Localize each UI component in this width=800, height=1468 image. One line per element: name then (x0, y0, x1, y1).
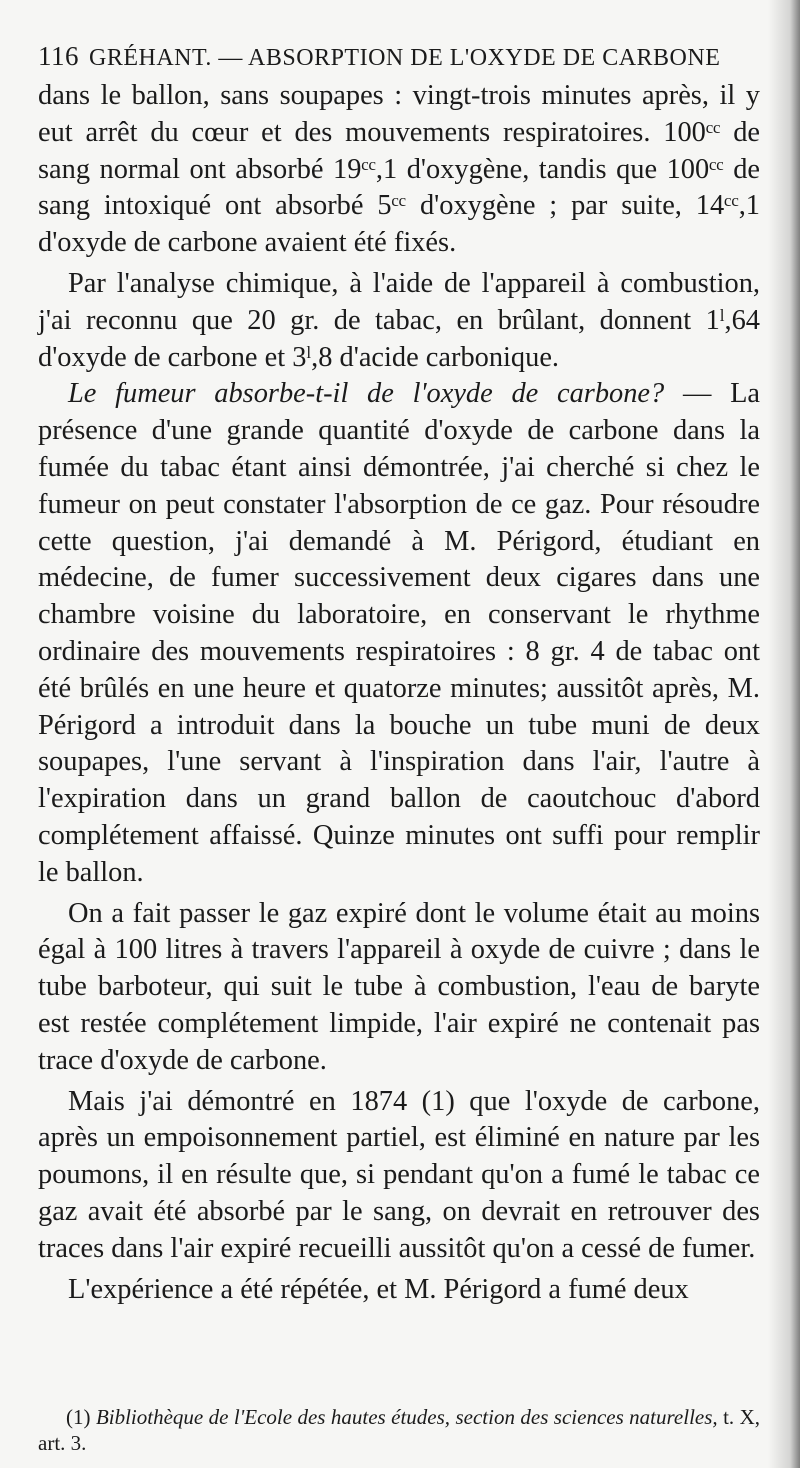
footnote-marker: (1) (66, 1405, 91, 1429)
paragraph (38, 376, 760, 891)
running-header (38, 34, 760, 78)
page-number: 116 (38, 41, 79, 71)
paragraph: dans le ballon, sans soupapes : vingt-trois minutes après, il y eut arrêt du cœur et des mouvements respiratoires. 100ᶜᶜ de sang normal ont absorbé 19ᶜᶜ,1 d'oxygène, tandis que 100ᶜᶜ de sang intoxiqué ont absorbé 5ᶜᶜ d'oxygène ; par suite, 14ᶜᶜ,1 d'oxyde de carbone avaient été fixés. (38, 80, 760, 259)
section-heading-italic: Le fumeur absorbe-t-il de l'oxyde de carbone? (68, 378, 665, 410)
body-text (38, 78, 760, 1308)
paragraph: On a fait passer le gaz expiré dont le volume était au moins égal à 100 litres à travers l'appareil à oxyde de cuivre ; dans le tube barboteur, qui suit le tube à combustion, l'eau de baryte est restée complétement limpide, l'air expiré ne contenait pas trace d'oxyde de carbone. (38, 897, 760, 1076)
footnote-title: Bibliothèque de l'Ecole des hautes études, section des sciences naturelles, (95, 1405, 718, 1429)
paragraph-text: — La présence d'une grande quantité d'oxyde de carbone dans la fumée du tabac étant ainsi démontrée, j'ai cherché si chez le fumeur on peut constater l'absorption de ce gaz. Pour résoudre cette question, j'ai demandé à M. Périgord, étudiant en médecine, de fumer successivement deux cigares dans une chambre voisine du laboratoire, en conservant le rhythme ordinaire des mouvements respiratoires : 8 gr. 4 de tabac ont été brûlés en une heure et quatorze minutes; aussitôt après, M. Périgord a introduit dans la bouche un tube muni de deux soupapes, l'une servant à l'inspiration dans l'air, l'autre à l'expiration dans un grand ballon de caoutchouc d'abord complétement affaissé. Quinze minutes ont suffi pour remplir le ballon. (38, 378, 761, 888)
paragraph: L'expérience a été répétée, et M. Périgord a fumé deux (68, 1273, 689, 1305)
paragraph: Mais j'ai démontré en 1874 (1) que l'oxyde de carbone, après un empoisonnement partiel, est éliminé en nature par les poumons, il en résulte que, si pendant qu'on a fumé le tabac ce gaz avait été absorbé par le sang, on devrait en retrouver des traces dans l'air expiré recueilli aussitôt qu'on a cessé de fumer. (38, 1085, 760, 1264)
running-title: GRÉHANT. — ABSORPTION DE L'OXYDE DE CARBONE (89, 45, 721, 71)
footnote (38, 1404, 760, 1456)
paragraph: Par l'analyse chimique, à l'aide de l'appareil à combustion, j'ai reconnu que 20 gr. de tabac, en brûlant, donnent 1ˡ,64 d'oxyde de carbone et 3ˡ,8 d'acide carbonique. (38, 267, 760, 373)
footnote-reference: t. X, art. 3. (38, 1405, 761, 1455)
